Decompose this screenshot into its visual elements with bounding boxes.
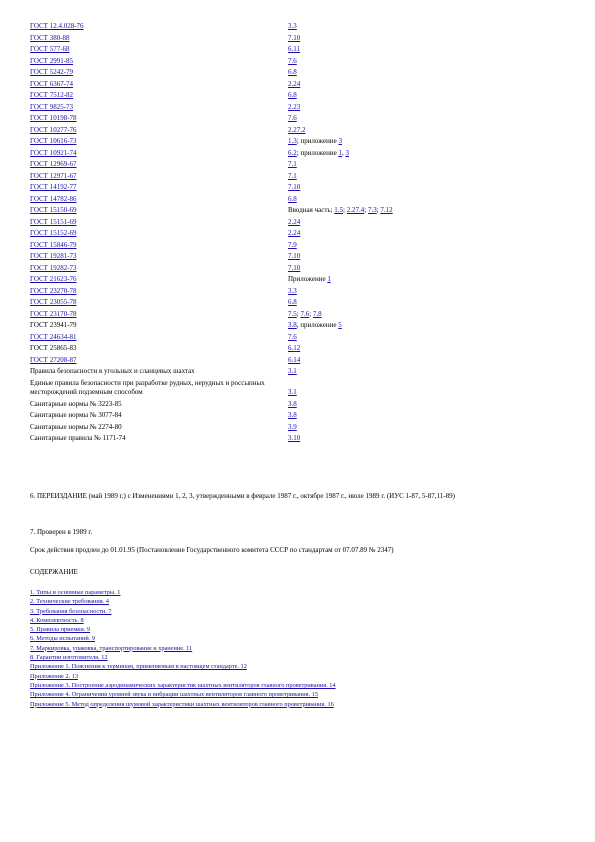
- reference-document-link[interactable]: ГОСТ 14782-86: [30, 194, 77, 203]
- toc-link[interactable]: 4. Комплектность. 8: [30, 616, 84, 624]
- reference-document-link[interactable]: ГОСТ 14192-77: [30, 183, 77, 191]
- toc-link[interactable]: Приложение 3. Построение аэродинамических характеристик шахтных вентиляторов главного проветривания. 14: [30, 681, 336, 689]
- toc-link[interactable]: 1. Типы и основные параметры. 1: [30, 589, 121, 596]
- clause-text: ; приложение: [296, 148, 339, 157]
- reference-document-link[interactable]: ГОСТ 6367-74: [30, 79, 74, 88]
- reference-document-link[interactable]: ГОСТ 10921-74: [30, 148, 77, 157]
- reference-document-link[interactable]: ГОСТ 15151-69: [30, 217, 77, 226]
- reference-clause-cell: [288, 240, 570, 252]
- reference-document-name: ГОСТ 25865-83: [30, 344, 77, 352]
- clause-link[interactable]: 6.11: [288, 45, 300, 53]
- clause-link[interactable]: 6.8: [288, 194, 297, 203]
- reference-document-link[interactable]: ГОСТ 10616-73: [30, 137, 77, 145]
- reference-clause-cell: [288, 21, 570, 33]
- reference-document-link[interactable]: ГОСТ 10277-76: [30, 125, 77, 134]
- reference-document-name: Санитарные нормы № 2274-80: [30, 422, 122, 431]
- reference-clause-cell: [288, 399, 570, 411]
- reference-document-name: Единые правила безопасности при разработке рудных, нерудных и россыпных месторождений подземным способом: [30, 378, 265, 396]
- reference-document-name: Санитарные правила № 1171-74: [30, 434, 126, 442]
- reference-clause-cell: [288, 159, 570, 171]
- reference-row: [30, 274, 570, 286]
- reference-document-cell: [30, 422, 288, 434]
- clause-text: ;: [364, 206, 368, 214]
- reference-document-cell: [30, 56, 288, 68]
- clause-link[interactable]: 6.8: [288, 298, 297, 306]
- reference-document-cell: [30, 90, 288, 102]
- toc-link[interactable]: 3. Требования безопасности. 7: [30, 607, 112, 615]
- reference-row: [30, 159, 570, 171]
- reference-clause-cell: [288, 56, 570, 68]
- clause-link[interactable]: 7.12: [380, 206, 393, 214]
- reference-document-cell: [30, 205, 288, 217]
- clause-text: ;: [309, 309, 313, 318]
- clause-link[interactable]: 3.8: [288, 321, 297, 329]
- clause-link[interactable]: 3: [338, 137, 342, 145]
- reference-row: [30, 205, 570, 217]
- reference-row: [30, 399, 570, 411]
- reference-clause-cell: [288, 332, 570, 344]
- clause-link[interactable]: 7.6: [288, 56, 297, 65]
- reference-document-cell: [30, 113, 288, 125]
- reference-clause-cell: [288, 422, 570, 434]
- clause-link[interactable]: 3.1: [288, 387, 297, 396]
- clause-link[interactable]: 6.14: [288, 355, 301, 364]
- reference-clause-cell: [288, 113, 570, 125]
- reference-clause-cell: [288, 79, 570, 91]
- reference-document-cell: [30, 251, 288, 263]
- clause-link[interactable]: 3: [345, 148, 349, 157]
- reference-document-cell: [30, 217, 288, 229]
- reference-document-cell: [30, 67, 288, 79]
- contents-heading: СОДЕРЖАНИЕ: [30, 568, 78, 576]
- reference-document-cell: [30, 309, 288, 321]
- reference-clause-cell: [288, 433, 570, 445]
- clause-link[interactable]: 6.8: [288, 91, 297, 99]
- reference-row: [30, 182, 570, 194]
- toc-link[interactable]: 5. Правила приемки. 9: [30, 626, 91, 634]
- reference-clause-cell: [288, 182, 570, 194]
- clause-text: ; приложение: [296, 137, 339, 145]
- reference-row: [30, 217, 570, 229]
- clause-link[interactable]: 1.3: [288, 137, 297, 145]
- toc-link[interactable]: Приложение 1. Пояснения к терминам, применяемым в настоящем стандарте. 12: [30, 663, 247, 671]
- checked-note: 7. Проверен в 1989 г.: [30, 528, 93, 536]
- reference-document-cell: [30, 433, 288, 445]
- clause-link[interactable]: 5: [338, 321, 342, 329]
- reference-document-link[interactable]: ГОСТ 21623-76: [30, 275, 77, 283]
- reference-row: [30, 433, 570, 445]
- reference-document-cell: [30, 79, 288, 91]
- reference-row: [30, 102, 570, 114]
- reference-document-link[interactable]: ГОСТ 15846-79: [30, 240, 77, 249]
- clause-link[interactable]: 1: [327, 275, 331, 283]
- toc-link[interactable]: 7. Маркировка, упаковка, транспортирование и хранение. 11: [30, 644, 193, 652]
- reference-document-link[interactable]: ГОСТ 12.4.028-76: [30, 22, 84, 30]
- reference-document-link[interactable]: ГОСТ 23270-78: [30, 286, 77, 295]
- clause-link[interactable]: 6.2: [288, 148, 297, 157]
- reference-row: [30, 410, 570, 422]
- reference-clause-cell: [288, 251, 570, 263]
- clause-text: , приложение: [296, 321, 339, 329]
- reference-document-cell: [30, 399, 288, 411]
- clause-link[interactable]: 7.10: [288, 252, 301, 260]
- reference-document-cell: [30, 136, 288, 148]
- reference-document-link[interactable]: ГОСТ 577-68: [30, 45, 70, 53]
- reference-document-cell: [30, 320, 288, 332]
- reference-document-cell: [30, 274, 288, 286]
- reference-document-link[interactable]: ГОСТ 27208-87: [30, 355, 77, 364]
- reference-row: [30, 422, 570, 434]
- clause-link[interactable]: 2.24: [288, 217, 301, 226]
- reference-row: [30, 56, 570, 68]
- reference-document-cell: [30, 332, 288, 344]
- reference-document-link[interactable]: ГОСТ 23055-78: [30, 298, 77, 306]
- reference-clause-cell: [288, 355, 570, 367]
- reference-clause-cell: [288, 136, 570, 148]
- reference-clause-cell: [288, 148, 570, 160]
- clause-link[interactable]: 2.27.2: [288, 125, 306, 134]
- reference-document-cell: [30, 194, 288, 206]
- reference-row: [30, 297, 570, 309]
- reference-clause-cell: [288, 194, 570, 206]
- reference-clause-cell: [288, 205, 570, 217]
- clause-link[interactable]: 6.12: [288, 344, 301, 352]
- reference-row: [30, 355, 570, 367]
- reference-row: [30, 171, 570, 183]
- reissue-note: 6. ПЕРЕИЗДАНИЕ (май 1989 г.) с Изменениями 1, 2, 3, утвержденными в феврале 1987 г., октябре 1987 г., июле 1989 г. (ИУС 1-87, 5-87,11-89): [30, 492, 455, 500]
- reference-clause-cell: [288, 309, 570, 321]
- reference-document-cell: [30, 366, 288, 378]
- reference-row: [30, 366, 570, 378]
- clause-link[interactable]: 7.8: [312, 309, 322, 318]
- reference-document-link[interactable]: ГОСТ 9825-73: [30, 102, 74, 111]
- reference-document-cell: [30, 148, 288, 160]
- reference-clause-cell: [288, 90, 570, 102]
- reference-document-link[interactable]: ГОСТ 7512-82: [30, 91, 74, 99]
- reference-document-link[interactable]: ГОСТ 12971-67: [30, 171, 77, 180]
- toc-link[interactable]: Приложение 2. 13: [30, 672, 78, 680]
- reference-row: [30, 309, 570, 321]
- reference-document-cell: [30, 410, 288, 422]
- references-table: [30, 21, 570, 445]
- reference-clause-cell: [288, 263, 570, 275]
- reference-clause-cell: [288, 378, 570, 399]
- reference-document-cell: [30, 171, 288, 183]
- reference-document-cell: [30, 125, 288, 137]
- reference-clause-cell: [288, 228, 570, 240]
- clause-link[interactable]: 7.3: [367, 206, 377, 214]
- reference-document-cell: [30, 286, 288, 298]
- reference-document-cell: [30, 159, 288, 171]
- clause-link[interactable]: 2.24: [288, 229, 301, 237]
- clause-link[interactable]: 7.10: [288, 33, 301, 42]
- reference-clause-cell: [288, 67, 570, 79]
- reference-row: [30, 286, 570, 298]
- reference-clause-cell: [288, 320, 570, 332]
- clause-link[interactable]: 7.6: [288, 114, 297, 122]
- clause-text: Вводная часть;: [288, 206, 335, 214]
- reference-row: [30, 148, 570, 160]
- reference-row: [30, 263, 570, 275]
- clause-link[interactable]: 3.3: [288, 286, 297, 295]
- validity-note: Срок действия продлен до 01.01.95 (Постановление Государственного комитета СССР по стандартам от 07.07.89 № 2347): [30, 546, 394, 554]
- clause-link[interactable]: 7.5: [288, 309, 297, 318]
- toc-link[interactable]: 6. Методы испытаний. 9: [30, 635, 96, 643]
- reference-clause-cell: [288, 44, 570, 56]
- reference-document-link[interactable]: ГОСТ 2991-85: [30, 56, 74, 65]
- clause-link[interactable]: 1.5: [334, 206, 344, 214]
- toc-link[interactable]: Приложение 5. Метод определения шумовой характеристики шахтных вентиляторов главного проветривания. 16: [30, 700, 334, 708]
- clause-link[interactable]: 2.23: [288, 102, 301, 111]
- toc-link[interactable]: 8. Гарантии изготовителя. 12: [30, 654, 108, 662]
- reference-document-cell: [30, 343, 288, 355]
- reference-document-link[interactable]: ГОСТ 10198-78: [30, 114, 77, 122]
- reference-document-name: Санитарные нормы № 3077-84: [30, 411, 122, 419]
- reference-document-link[interactable]: ГОСТ 15150-69: [30, 206, 77, 214]
- reference-clause-cell: [288, 171, 570, 183]
- reference-document-name: Правила безопасности в угольных и сланцевых шахтах: [30, 367, 195, 375]
- reference-row: [30, 320, 570, 332]
- toc-link[interactable]: Приложение 4. Ограничения уровней звука и вибрации шахтных вентиляторов главного проветривания. 15: [30, 691, 319, 699]
- reference-document-link[interactable]: ГОСТ 380-88: [30, 33, 70, 42]
- reference-document-link[interactable]: ГОСТ 23170-78: [30, 309, 77, 318]
- reference-document-cell: [30, 378, 288, 399]
- clause-text: ;: [376, 206, 381, 214]
- reference-document-link[interactable]: ГОСТ 15152-69: [30, 229, 77, 237]
- clause-link[interactable]: 7.1: [288, 160, 297, 168]
- reference-document-name: Санитарные нормы № 3223-85: [30, 399, 122, 408]
- reference-document-cell: [30, 355, 288, 367]
- reference-clause-cell: [288, 217, 570, 229]
- reference-clause-cell: [288, 33, 570, 45]
- clause-link[interactable]: 7.10: [288, 263, 301, 272]
- reference-document-cell: [30, 44, 288, 56]
- clause-link[interactable]: 3.1: [288, 367, 297, 375]
- reference-document-link[interactable]: ГОСТ 12969-67: [30, 160, 77, 168]
- reference-document-cell: [30, 182, 288, 194]
- reference-document-link[interactable]: ГОСТ 24634-81: [30, 332, 77, 341]
- reference-document-cell: [30, 297, 288, 309]
- reference-document-link[interactable]: ГОСТ 5242-79: [30, 68, 74, 76]
- reference-document-link[interactable]: ГОСТ 19281-73: [30, 252, 77, 260]
- reference-clause-cell: [288, 366, 570, 378]
- reference-clause-cell: [288, 125, 570, 137]
- clause-link[interactable]: 1: [338, 148, 342, 157]
- reference-clause-cell: [288, 297, 570, 309]
- reference-row: [30, 378, 570, 399]
- clause-link[interactable]: 3.8: [288, 399, 297, 408]
- reference-document-cell: [30, 21, 288, 33]
- clause-link[interactable]: 7.1: [288, 171, 297, 180]
- clause-link[interactable]: 2.27.4: [346, 206, 365, 214]
- reference-row: [30, 90, 570, 102]
- reference-document-cell: [30, 102, 288, 114]
- reference-document-cell: [30, 33, 288, 45]
- clause-link[interactable]: 3.9: [288, 422, 297, 431]
- clause-link[interactable]: 3.8: [288, 411, 297, 419]
- clause-link[interactable]: 7.6: [300, 309, 310, 318]
- reference-document-link[interactable]: ГОСТ 19282-73: [30, 263, 77, 272]
- reference-row: [30, 113, 570, 125]
- reference-document-cell: [30, 240, 288, 252]
- reference-row: [30, 44, 570, 56]
- clause-link[interactable]: 3.10: [288, 434, 301, 442]
- reference-row: [30, 33, 570, 45]
- reference-clause-cell: [288, 102, 570, 114]
- reference-row: [30, 251, 570, 263]
- clause-link[interactable]: 7.9: [288, 240, 297, 249]
- reference-clause-cell: [288, 410, 570, 422]
- reference-clause-cell: [288, 274, 570, 286]
- reference-row: [30, 67, 570, 79]
- reference-row: [30, 125, 570, 137]
- clause-text: Приложение: [288, 275, 328, 283]
- clause-link[interactable]: 3.3: [288, 22, 297, 30]
- reference-row: [30, 21, 570, 33]
- clause-text: ;: [296, 309, 301, 318]
- reference-row: [30, 79, 570, 91]
- reference-row: [30, 136, 570, 148]
- reference-clause-cell: [288, 343, 570, 355]
- clause-text: ,: [341, 148, 346, 157]
- clause-link[interactable]: 2.24: [288, 79, 301, 88]
- reference-row: [30, 194, 570, 206]
- toc-link[interactable]: 2. Технические требования. 4: [30, 598, 109, 606]
- reference-clause-cell: [288, 286, 570, 298]
- reference-row: [30, 228, 570, 240]
- reference-document-cell: [30, 228, 288, 240]
- clause-link[interactable]: 7.6: [288, 332, 297, 341]
- reference-document-name: ГОСТ 23941-79: [30, 321, 77, 329]
- reference-document-cell: [30, 263, 288, 275]
- clause-link[interactable]: 6.8: [288, 68, 297, 76]
- references-table-body: [30, 21, 570, 445]
- reference-row: [30, 343, 570, 355]
- reference-row: [30, 332, 570, 344]
- reference-row: [30, 240, 570, 252]
- table-of-contents: [30, 588, 570, 709]
- clause-link[interactable]: 7.10: [288, 183, 301, 191]
- clause-text: ;: [343, 206, 347, 214]
